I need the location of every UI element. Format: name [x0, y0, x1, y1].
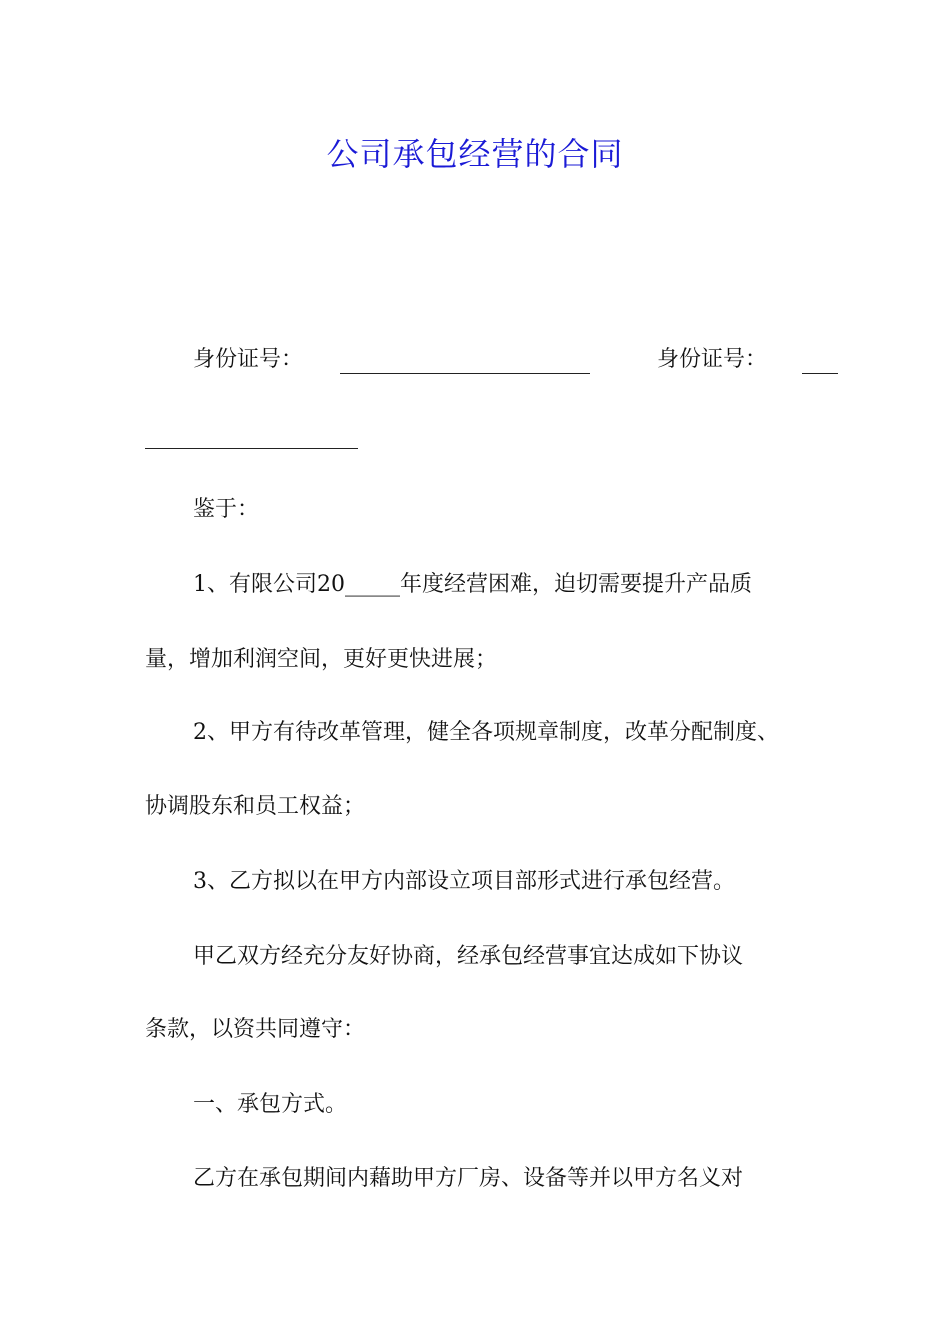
id-label-party-a: 身份证号：	[193, 347, 304, 372]
item-2-line-1: 2、甲方有待改革管理，健全各项规章制度，改革分配制度、	[193, 720, 779, 745]
id-blank-party-b	[802, 347, 838, 374]
agreement-line-2: 条款，以资共同遵守：	[145, 1017, 366, 1042]
id-blank-party-a	[340, 347, 590, 374]
item-1-line-2: 量，增加利润空间，更好更快进展；	[145, 647, 498, 672]
item-2-line-2: 协调股东和员工权益；	[145, 794, 366, 819]
section-1-heading: 一、承包方式。	[193, 1092, 348, 1117]
whereas-heading: 鉴于：	[193, 497, 260, 522]
id-number-row	[193, 340, 825, 380]
section-1-line-1: 乙方在承包期间内藉助甲方厂房、设备等并以甲方名义对	[193, 1166, 744, 1191]
agreement-line-1: 甲乙双方经充分友好协商，经承包经营事宜达成如下协议	[193, 944, 744, 969]
id-label-party-b: 身份证号：	[657, 347, 768, 372]
item-1-line-1: 1、有限公司20_____年度经营困难，迫切需要提升产品质	[193, 572, 752, 597]
item-3: 3、乙方拟以在甲方内部设立项目部形式进行承包经营。	[193, 869, 735, 894]
document-title: 公司承包经营的合同	[326, 135, 624, 173]
id-blank-party-b-continued	[145, 422, 358, 449]
id-blank-continuation	[145, 415, 825, 455]
